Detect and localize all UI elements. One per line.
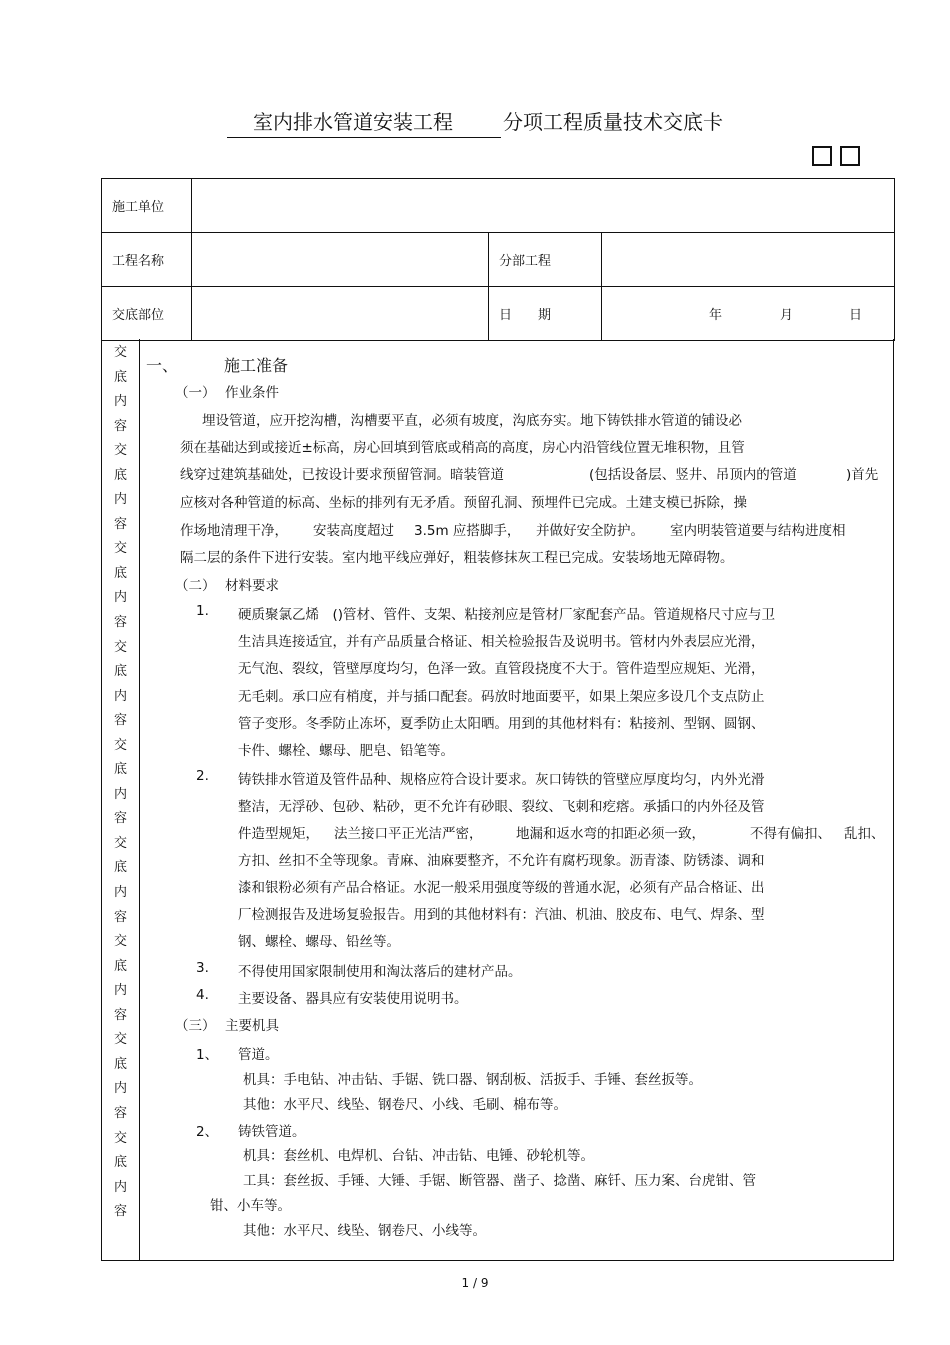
mat2-line-3c: 地漏和返水弯的扣距必须一致， <box>516 826 705 842</box>
work-conditions-line-3a: 线穿过建筑基础处，已按设计要求预留管洞。暗装管道 <box>180 467 504 483</box>
side-label-char: 交 <box>113 934 127 950</box>
work-conditions-line-6: 隔二层的条件下进行安装。室内地平线应弹好，粗装修抹灰工程已完成。安装场地无障碍物。 <box>180 550 734 566</box>
project-name-value[interactable] <box>192 233 489 287</box>
work-conditions-line-5d: 并做好安全防护。 <box>536 523 644 539</box>
sub1-title: 作业条件 <box>225 385 279 401</box>
work-conditions-line-1: 埋设管道，应开挖沟槽，沟槽要平直，必须有坡度，沟底夯实。地下铸铁排水管道的铺设必 <box>202 413 742 429</box>
side-label-char: 底 <box>113 762 127 778</box>
side-label-char: 交 <box>113 1032 127 1048</box>
mat2-line-1: 铸铁排水管道及管件品种、规格应符合设计要求。灰口铸铁的管壁应厚度均匀，内外光滑 <box>238 772 765 788</box>
side-label-char: 容 <box>113 811 127 827</box>
side-label-char: 容 <box>113 713 127 729</box>
mat2-line-3a: 件造型规矩， <box>238 826 319 842</box>
side-label-char: 内 <box>113 1179 127 1195</box>
side-label-char: 内 <box>113 492 127 508</box>
mat1-line-3: 无气泡、裂纹，管壁厚度均匀，色泽一致。直管段挠度不大于。管件造型应规矩、光滑， <box>238 661 765 677</box>
construction-unit-label: 施工单位 <box>102 179 192 233</box>
mat1-line-1: 硬质聚氯乙烯 ()管材、管件、支架、粘接剂应是管材厂家配套产品。管道规格尺寸应与卫 <box>238 607 776 623</box>
date-label: 日 期 <box>489 287 602 341</box>
header-table <box>101 178 895 341</box>
work-conditions-line-5c: 3.5m 应搭脚手， <box>414 523 521 539</box>
tool1-others: 其他：水平尺、线坠、钢卷尺、小线、毛刷、棉布等。 <box>243 1097 567 1113</box>
tool2-title: 铸铁管道。 <box>238 1124 306 1140</box>
project-title: 室内排水管道安装工程 <box>227 106 501 138</box>
side-label-char: 内 <box>113 1081 127 1097</box>
side-label-char: 容 <box>113 418 127 434</box>
sub2-num: （二） <box>175 578 216 594</box>
side-label-char: 内 <box>113 688 127 704</box>
document-title <box>0 106 950 138</box>
tool1-machines: 机具：手电钻、冲击钻、手锯、铣口器、钢刮板、活扳手、手锤、套丝扳等。 <box>243 1072 702 1088</box>
section1-title: 施工准备 <box>224 356 289 375</box>
mat1-num: 1. <box>196 603 209 619</box>
side-label-char: 底 <box>113 1155 127 1171</box>
mat2-line-7: 钢、螺栓、螺母、铅丝等。 <box>238 934 400 950</box>
side-label-char: 容 <box>113 615 127 631</box>
side-label-char: 内 <box>113 885 127 901</box>
side-label-char: 内 <box>113 394 127 410</box>
mat2-line-3e: 乱扣、 <box>844 826 885 842</box>
sub3-num: （三） <box>175 1018 216 1034</box>
side-label-column <box>101 339 140 1261</box>
side-label-char: 容 <box>113 1204 127 1220</box>
side-label-char: 底 <box>113 860 127 876</box>
sub3-title: 主要机具 <box>225 1018 279 1034</box>
side-label-char: 交 <box>113 835 127 851</box>
checkbox-2[interactable] <box>840 146 860 166</box>
mat2-line-4: 方扣、丝扣不全等现象。青麻、油麻要整齐，不允许有腐朽现象。沥青漆、防锈漆、调和 <box>238 853 765 869</box>
work-conditions-line-3b: (包括设备层、竖井、吊顶内的管道 <box>589 467 797 483</box>
mat1-line-2: 生洁具连接适宜，并有产品质量合格证、相关检验报告及说明书。管材内外表层应光滑， <box>238 634 765 650</box>
side-label-char: 容 <box>113 1007 127 1023</box>
checkbox-1[interactable] <box>812 146 832 166</box>
checkbox-group <box>812 146 868 170</box>
part-value[interactable] <box>192 287 489 341</box>
side-label-char: 交 <box>113 541 127 557</box>
construction-unit-value[interactable] <box>192 179 895 233</box>
content-area <box>138 339 894 1261</box>
mat4-num: 4. <box>196 987 209 1003</box>
tool1-num: 1、 <box>196 1047 219 1063</box>
side-label-char: 交 <box>113 443 127 459</box>
tool1-title: 管道。 <box>238 1047 279 1063</box>
sub2-title: 材料要求 <box>225 578 279 594</box>
tool2-tools-line-1: 工具：套丝扳、手锤、大锤、手锯、断管器、凿子、捻凿、麻钎、压力案、台虎钳、管 <box>243 1173 756 1189</box>
part-label: 交底部位 <box>102 287 192 341</box>
work-conditions-line-4: 应核对各种管道的标高、坐标的排列有无矛盾。预留孔洞、预埋件已完成。土建支模已拆除，操 <box>180 495 747 511</box>
side-label-char: 容 <box>113 1105 127 1121</box>
date-month: 月 <box>780 308 794 323</box>
tool2-tools-line-2: 钳、小车等。 <box>210 1198 291 1214</box>
mat4-line: 主要设备、器具应有安装使用说明书。 <box>238 991 468 1007</box>
work-conditions-line-3c: )首先 <box>846 467 879 483</box>
side-label-char: 底 <box>113 467 127 483</box>
mat2-line-3b: 法兰接口平正光洁严密， <box>334 826 483 842</box>
side-label-char: 交 <box>113 1130 127 1146</box>
mat2-line-5: 漆和银粉必须有产品合格证。水泥一般采用强度等级的普通水泥，必须有产品合格证、出 <box>238 880 765 896</box>
sub1-num: （一） <box>175 385 216 401</box>
work-conditions-line-5b: 安装高度超过 <box>313 523 394 539</box>
work-conditions-line-5e: 室内明装管道要与结构进度相 <box>670 523 846 539</box>
side-label-char: 内 <box>113 590 127 606</box>
section1-num: 一、 <box>146 356 179 375</box>
side-label-char: 底 <box>113 1056 127 1072</box>
side-label-char: 底 <box>113 664 127 680</box>
side-label-char: 交 <box>113 639 127 655</box>
tool2-machines: 机具：套丝机、电焊机、台钻、冲击钻、电锤、砂轮机等。 <box>243 1148 594 1164</box>
mat2-num: 2. <box>196 768 209 784</box>
tool2-others: 其他：水平尺、线坠、钢卷尺、小线等。 <box>243 1223 486 1239</box>
project-name-label: 工程名称 <box>102 233 192 287</box>
tool2-num: 2、 <box>196 1124 219 1140</box>
side-label-char: 底 <box>113 958 127 974</box>
side-label-char: 内 <box>113 983 127 999</box>
page-number: 1 / 9 <box>461 1276 489 1290</box>
division-label: 分部工程 <box>489 233 602 287</box>
work-conditions-line-5a: 作场地清理干净， <box>180 523 288 539</box>
mat1-line-6: 卡件、螺栓、螺母、肥皂、铅笔等。 <box>238 743 454 759</box>
side-label-char: 容 <box>113 909 127 925</box>
side-label-char: 交 <box>113 737 127 753</box>
side-label-char: 底 <box>113 369 127 385</box>
date-year: 年 <box>709 308 723 323</box>
mat1-line-4: 无毛刺。承口应有梢度，并与插口配套。码放时地面要平，如果上架应多设几个支点防止 <box>238 689 765 705</box>
mat3-num: 3. <box>196 960 209 976</box>
date-day: 日 <box>849 308 863 323</box>
date-value[interactable] <box>602 287 895 341</box>
mat2-line-3d: 不得有偏扣、 <box>750 826 831 842</box>
mat2-line-2: 整洁，无浮砂、包砂、粘砂，更不允许有砂眼、裂纹、飞刺和疙瘩。承插口的内外径及管 <box>238 799 765 815</box>
side-label-char: 容 <box>113 516 127 532</box>
division-value[interactable] <box>602 233 895 287</box>
title-suffix: 分项工程质量技术交底卡 <box>503 110 723 134</box>
side-label-char: 底 <box>113 565 127 581</box>
side-label-char: 交 <box>113 345 127 360</box>
mat3-line: 不得使用国家限制使用和淘汰落后的建材产品。 <box>238 964 522 980</box>
mat1-line-5: 管子变形。冬季防止冻坏，夏季防止太阳晒。用到的其他材料有：粘接剂、型钢、圆钢、 <box>238 716 765 732</box>
side-label-text <box>102 341 139 1225</box>
work-conditions-line-2: 须在基础达到或接近±标高，房心回填到管底或稍高的高度，房心内沿管线位置无堆积物，且管 <box>180 440 745 456</box>
mat2-line-6: 厂检测报告及进场复验报告。用到的其他材料有：汽油、机油、胶皮布、电气、焊条、型 <box>238 907 765 923</box>
side-label-char: 内 <box>113 786 127 802</box>
